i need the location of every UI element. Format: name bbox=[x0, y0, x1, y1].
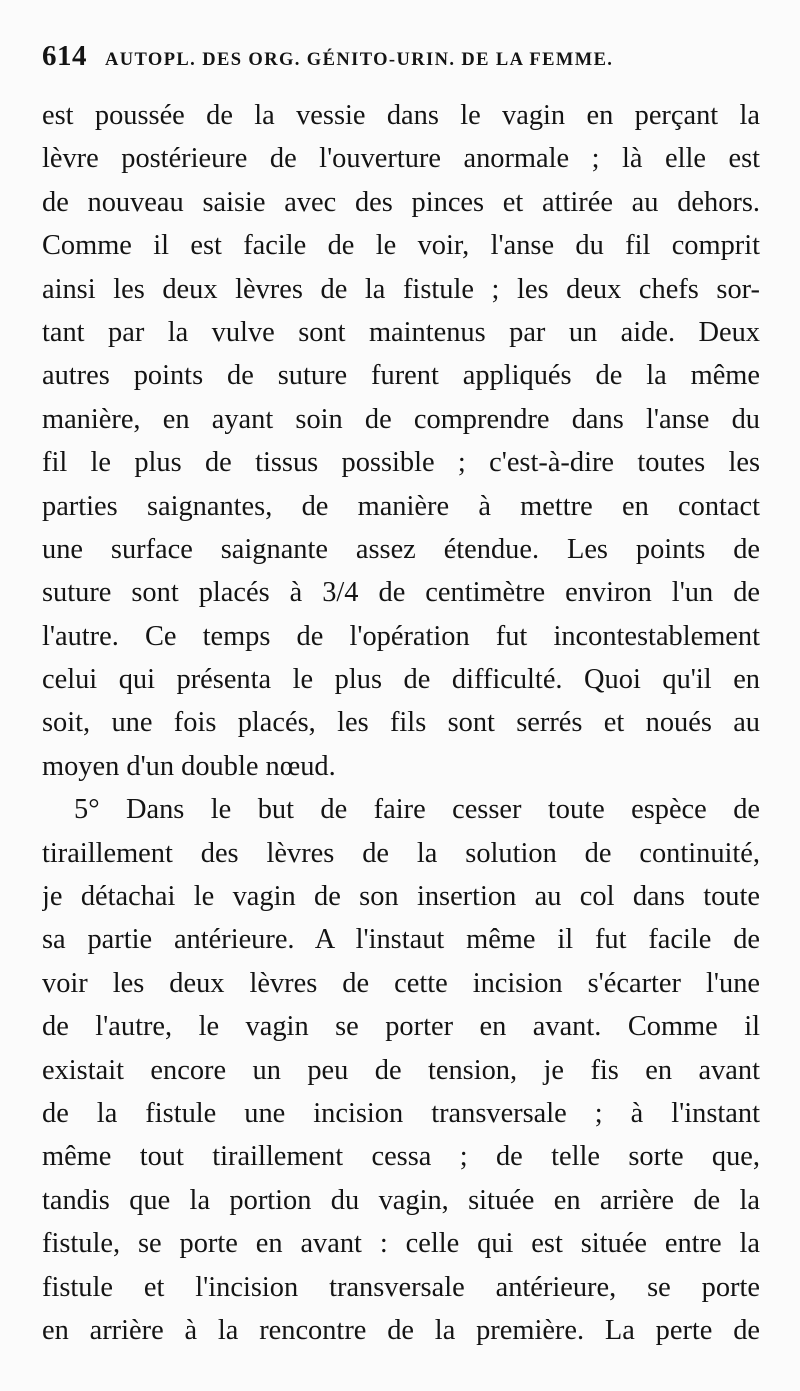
text-line: tandis que la portion du vagin, située en arrière de la bbox=[42, 1184, 760, 1216]
running-title: AUTOPL. DES ORG. GÉNITO-URIN. DE LA FEMME. bbox=[105, 50, 614, 70]
body-text bbox=[42, 94, 760, 1352]
text-line: fil le plus de tissus possible ; c'est-à-dire toutes les bbox=[42, 447, 760, 479]
text-line: tant par la vulve sont maintenus par un aide. Deux bbox=[42, 316, 760, 348]
text-line: ainsi les deux lèvres de la fistule ; les deux chefs sor- bbox=[42, 273, 760, 305]
text-line: Comme il est facile de le voir, l'anse du fil comprit bbox=[42, 230, 760, 262]
text-line: soit, une fois placés, les fils sont serrés et noués au bbox=[42, 707, 760, 739]
text-line: lèvre postérieure de l'ouverture anormale ; là elle est bbox=[42, 143, 760, 175]
page-number: 614 bbox=[42, 40, 87, 72]
text-line: est poussée de la vessie dans le vagin en perçant la bbox=[42, 100, 760, 131]
text-line: de la fistule une incision transversale ; à l'instant bbox=[42, 1097, 760, 1129]
text-line: 5° Dans le but de faire cesser toute espèce de bbox=[74, 794, 760, 826]
text-line: une surface saignante assez étendue. Les points de bbox=[42, 533, 760, 565]
running-head bbox=[42, 40, 762, 76]
text-line: moyen d'un double nœud. bbox=[42, 750, 336, 782]
text-line: je détachai le vagin de son insertion au col dans toute bbox=[42, 881, 760, 913]
text-line: fistule et l'incision transversale antérieure, se porte bbox=[42, 1271, 760, 1303]
text-line: voir les deux lèvres de cette incision s'écarter l'une bbox=[42, 967, 760, 999]
text-line: existait encore un peu de tension, je fis en avant bbox=[42, 1054, 760, 1086]
text-line: de l'autre, le vagin se porter en avant. Comme il bbox=[42, 1011, 760, 1043]
text-line: suture sont placés à 3/4 de centimètre environ l'un de bbox=[42, 577, 760, 609]
text-line: en arrière à la rencontre de la première. La perte de bbox=[42, 1314, 760, 1346]
text-line: de nouveau saisie avec des pinces et attirée au dehors. bbox=[42, 186, 760, 218]
text-line: manière, en ayant soin de comprendre dans l'anse du bbox=[42, 403, 760, 435]
text-line: parties saignantes, de manière à mettre en contact bbox=[42, 490, 760, 522]
text-line: fistule, se porte en avant : celle qui est située entre la bbox=[42, 1228, 760, 1260]
text-line: l'autre. Ce temps de l'opération fut incontestablement bbox=[42, 620, 760, 652]
text-line: même tout tiraillement cessa ; de telle sorte que, bbox=[42, 1141, 760, 1173]
text-line: tiraillement des lèvres de la solution de continuité, bbox=[42, 837, 760, 869]
text-line: sa partie antérieure. A l'instaut même il fut facile de bbox=[42, 924, 760, 956]
text-line: celui qui présenta le plus de difficulté. Quoi qu'il en bbox=[42, 664, 760, 696]
text-line: autres points de suture furent appliqués de la même bbox=[42, 360, 760, 392]
